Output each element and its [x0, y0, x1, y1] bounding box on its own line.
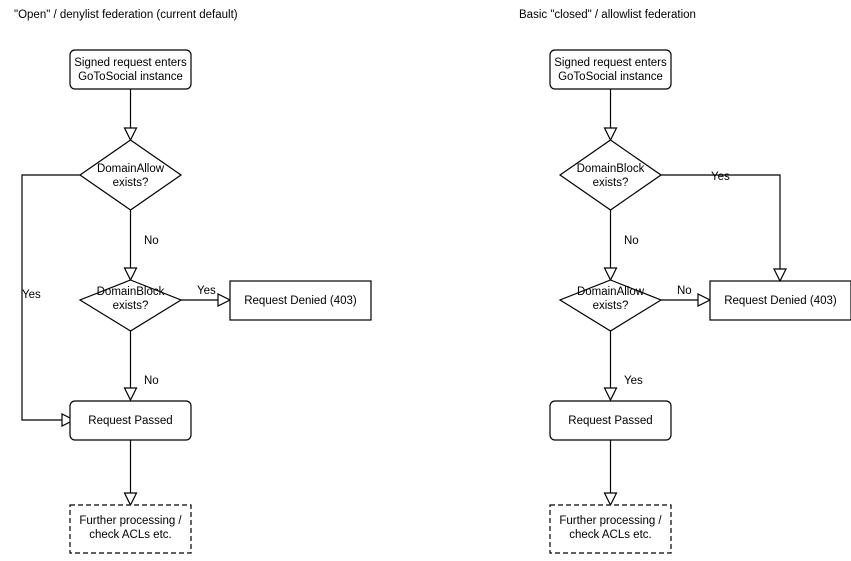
- right-arrow-passed-further: [605, 493, 617, 505]
- left-edge-label-allow-yes: Yes: [22, 289, 41, 301]
- right-column-title: Basic "closed" / allowlist federation: [519, 9, 696, 21]
- right-edge-label-allow-yes: Yes: [624, 375, 643, 387]
- left-domainallow-shape: [80, 140, 181, 210]
- left-arrow-block-denied: [218, 294, 230, 306]
- right-node-request-passed: [550, 401, 671, 440]
- right-further-line1: Further processing /: [559, 515, 662, 527]
- left-entry-shape: [70, 50, 191, 89]
- right-domainallow-line2: exists?: [592, 300, 629, 312]
- left-domainallow-line1: DomainAllow: [96, 163, 165, 175]
- left-domainblock-line1: DomainBlock: [96, 286, 165, 298]
- left-edge-label-allow-no: No: [144, 235, 159, 247]
- left-edge-label-block-no: No: [144, 375, 159, 387]
- right-further-line2: check ACLs etc.: [569, 529, 652, 541]
- right-arrow-block-denied: [774, 269, 786, 281]
- left-entry-line2: GoToSocial instance: [78, 71, 183, 83]
- right-arrow-allow-denied: [698, 294, 710, 306]
- left-denied-label: Request Denied (403): [244, 295, 357, 307]
- left-arrow-entry-allow: [125, 128, 137, 140]
- right-arrow-entry-block: [605, 128, 617, 140]
- right-domainblock-line1: DomainBlock: [576, 163, 645, 175]
- left-node-request-passed: [70, 401, 191, 440]
- right-domainblock-shape: [560, 140, 661, 210]
- right-entry-shape: [550, 50, 671, 89]
- right-node-entry: [550, 50, 671, 89]
- right-domainblock-line2: exists?: [592, 177, 629, 189]
- left-domainallow-line2: exists?: [112, 177, 149, 189]
- right-passed-label: Request Passed: [568, 415, 653, 427]
- right-node-further-processing: [550, 505, 671, 553]
- left-arrow-passed-further: [125, 493, 137, 505]
- left-further-line1: Further processing /: [79, 515, 182, 527]
- right-arrow-block-allow: [605, 268, 617, 280]
- right-denied-label: Request Denied (403): [724, 295, 837, 307]
- left-domainblock-line2: exists?: [112, 300, 149, 312]
- left-node-entry: [70, 50, 191, 89]
- right-entry-line1: Signed request enters: [554, 57, 667, 69]
- left-edge-label-block-yes: Yes: [197, 285, 216, 297]
- right-node-domainblock: [560, 140, 661, 210]
- right-domainallow-line1: DomainAllow: [576, 286, 645, 298]
- right-entry-line2: GoToSocial instance: [558, 71, 663, 83]
- left-further-line2: check ACLs etc.: [89, 529, 172, 541]
- left-node-domainallow: [80, 140, 181, 210]
- left-entry-line1: Signed request enters: [74, 57, 187, 69]
- left-node-domainblock: [80, 280, 181, 331]
- left-node-further-processing: [70, 505, 191, 553]
- left-passed-label: Request Passed: [88, 415, 173, 427]
- right-edge-label-block-yes: Yes: [711, 171, 730, 183]
- right-node-request-denied: [710, 281, 851, 320]
- right-edge-label-block-no: No: [624, 235, 639, 247]
- left-arrow-block-passed: [125, 388, 137, 400]
- right-arrow-allow-passed: [605, 388, 617, 400]
- right-edge-label-allow-no: No: [677, 285, 692, 297]
- left-node-request-denied: [230, 281, 371, 320]
- left-column-title: "Open" / denylist federation (current default): [14, 9, 238, 21]
- right-edge-block-denied: [661, 175, 780, 269]
- left-arrow-allow-block: [125, 268, 137, 280]
- right-node-domainallow: [560, 280, 661, 331]
